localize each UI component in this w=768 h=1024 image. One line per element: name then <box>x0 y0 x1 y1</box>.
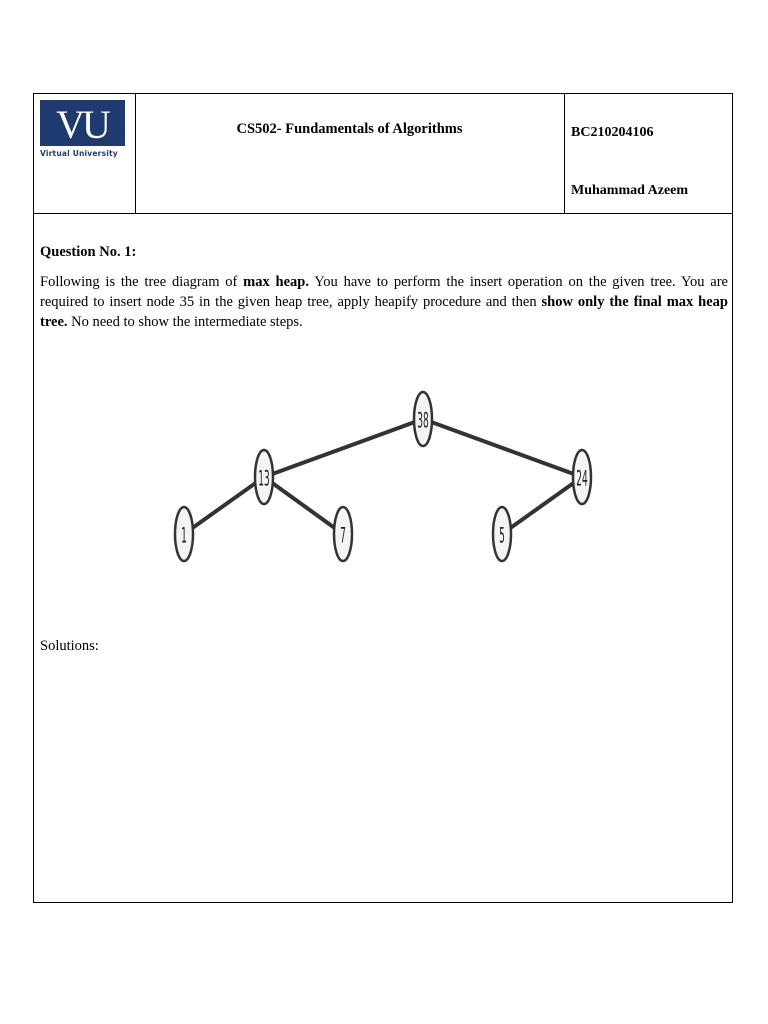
given-tree-edge <box>184 477 264 534</box>
given-node-label: 24 <box>576 465 588 491</box>
question-text-run: No need to show the intermediate steps. <box>67 314 303 330</box>
question-title: Question No. 1: <box>40 244 137 260</box>
vu-logo-mark <box>40 100 125 146</box>
given-tree-edge <box>423 419 582 477</box>
student-id: BC210204106 <box>571 125 654 140</box>
given-tree-edges <box>184 419 582 534</box>
given-node-label: 38 <box>417 407 429 433</box>
question-text-run: max heap. <box>243 274 309 290</box>
student-name: Muhammad Azeem <box>571 183 689 198</box>
vu-logo-subtitle: Virtual University <box>40 149 118 158</box>
given-tree-node <box>414 392 432 446</box>
course-cell <box>135 94 565 213</box>
question-text-run: You have to perform the insert operation on the given tree. You are required to insert node 35 in the given heap tree, apply heapify procedure and then <box>40 274 728 310</box>
given-tree-edge <box>264 419 423 477</box>
given-node-label: 13 <box>258 465 270 491</box>
given-tree-nodes <box>175 392 591 561</box>
given-node-label: 7 <box>340 522 346 548</box>
logo-cell <box>34 94 136 213</box>
solution-heap-diagram <box>34 649 732 859</box>
vu-logo-letters: VU <box>56 102 108 146</box>
header-row <box>34 94 732 214</box>
given-tree-node <box>573 450 591 504</box>
question-text-run: Following is the tree diagram of <box>40 274 244 290</box>
given-tree-edge <box>502 477 582 534</box>
solutions-label: Solutions: <box>40 638 99 654</box>
course-title: CS502- Fundamentals of Algorithms <box>236 121 463 137</box>
vu-logo <box>40 100 125 146</box>
given-tree-node <box>493 507 511 561</box>
given-tree-node <box>175 507 193 561</box>
given-tree-node <box>255 450 273 504</box>
given-node-label: 1 <box>181 522 187 548</box>
given-tree-edge <box>264 477 343 534</box>
given-heap-diagram <box>34 384 732 584</box>
question-body <box>40 272 728 332</box>
student-cell <box>564 94 732 213</box>
given-node-label: 5 <box>499 522 505 548</box>
given-tree-node <box>334 507 352 561</box>
document-table <box>33 93 733 903</box>
question-text-run: show only the final max heap tree. <box>40 294 728 330</box>
